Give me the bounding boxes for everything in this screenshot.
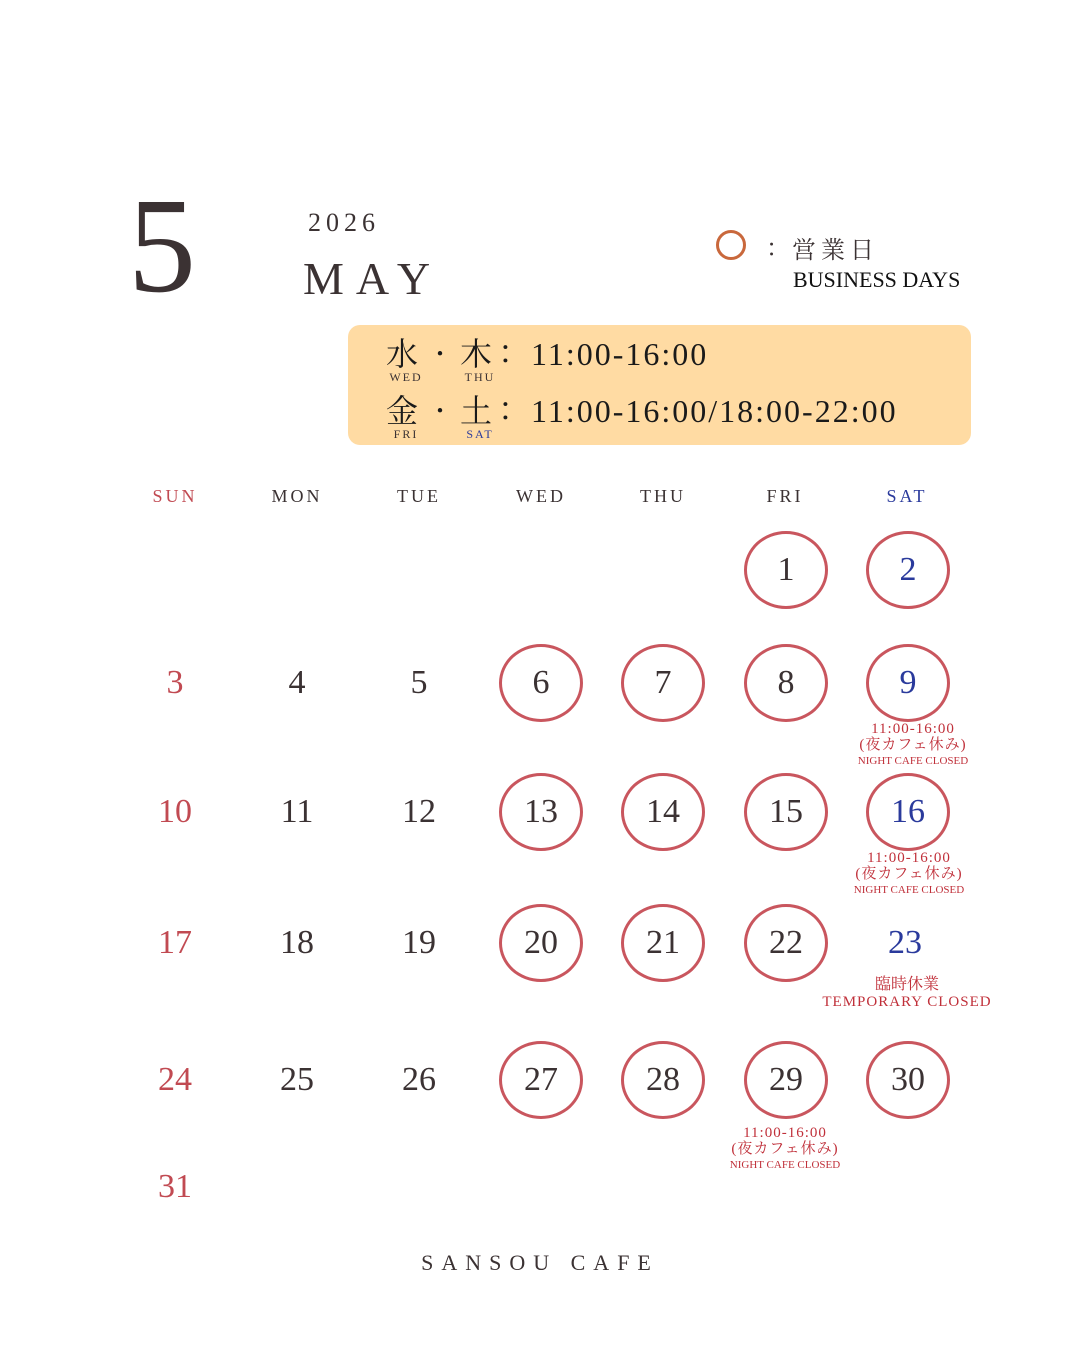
year-label: 2026 <box>308 208 380 237</box>
weekday-wed: WED <box>516 486 566 506</box>
calendar-day-25: 25 <box>280 1061 314 1098</box>
hours-row2-day2-en: SAT <box>466 427 494 441</box>
calendar-day-29: 29 <box>741 1035 831 1125</box>
hours-row2-time: 11:00-16:00/18:00-22:00 <box>531 393 898 429</box>
calendar-day-18: 18 <box>280 924 314 961</box>
hours-row1-day2-en: THU <box>464 370 496 384</box>
calendar-day-1: 1 <box>741 525 831 615</box>
legend-label-jp: 営業日 <box>792 238 879 264</box>
calendar-day-14: 14 <box>618 767 708 857</box>
calendar-day-13: 13 <box>496 767 586 857</box>
calendar-day-24: 24 <box>158 1061 192 1098</box>
calendar-day-12: 12 <box>402 793 436 830</box>
hours-row1-day1-en: WED <box>389 370 423 384</box>
legend-label-en: BUSINESS DAYS <box>793 267 961 292</box>
legend-colon: ： <box>766 236 790 262</box>
hours-row1-colon: ： <box>498 334 531 370</box>
calendar-day-8: 8 <box>741 638 831 728</box>
business-day-circle-icon <box>716 230 746 260</box>
calendar-day-30: 30 <box>863 1035 953 1125</box>
hours-row2-day2: 土 <box>460 393 493 429</box>
calendar-day-21: 21 <box>618 898 708 988</box>
calendar-day-17: 17 <box>158 924 192 961</box>
calendar-day-7: 7 <box>618 638 708 728</box>
calendar-day-11: 11 <box>280 793 314 830</box>
calendar-day-23: 23 <box>888 924 922 961</box>
hours-row2-colon: ： <box>498 391 531 427</box>
calendar-day-28: 28 <box>618 1035 708 1125</box>
calendar-day-31: 31 <box>158 1168 192 1205</box>
cafe-name-footer: SANSOU CAFE <box>421 1250 659 1275</box>
calendar-day-2: 2 <box>863 525 953 615</box>
calendar-day-6: 6 <box>496 638 586 728</box>
calendar-day-26: 26 <box>402 1061 436 1098</box>
calendar-day-9: 9 <box>863 638 953 728</box>
calendar-day-10: 10 <box>158 793 192 830</box>
hours-row1-sep: ・ <box>428 342 452 368</box>
weekday-mon: MON <box>271 486 323 506</box>
month-name: MAY <box>303 253 443 304</box>
weekday-tue: TUE <box>397 486 441 506</box>
weekday-thu: THU <box>640 486 686 506</box>
opening-hours-box <box>348 325 971 445</box>
weekday-sat: SAT <box>886 486 928 506</box>
calendar-day-22: 22 <box>741 898 831 988</box>
hours-row2-day1: 金 <box>386 393 419 429</box>
hours-row2-sep: ・ <box>428 399 452 425</box>
hours-row1-day2: 木 <box>460 336 493 372</box>
calendar-day-4: 4 <box>288 664 306 701</box>
month-number: 5 <box>128 171 196 321</box>
weekday-fri: FRI <box>766 486 804 506</box>
calendar-day-27: 27 <box>496 1035 586 1125</box>
night-closed-note-29: 11:00-16:00 (夜カフェ休み) NIGHT CAFE CLOSED <box>729 1125 841 1171</box>
calendar-day-20: 20 <box>496 898 586 988</box>
calendar-day-5: 5 <box>410 664 428 701</box>
weekday-sun: SUN <box>152 486 198 506</box>
calendar-day-19: 19 <box>402 924 436 961</box>
hours-row1-time: 11:00-16:00 <box>531 336 709 372</box>
temporary-closed-note-23: 臨時休業 TEMPORARY CLOSED <box>822 976 992 1010</box>
hours-row2-day1-en: FRI <box>393 427 419 441</box>
night-closed-note-16: 11:00-16:00 (夜カフェ休み) NIGHT CAFE CLOSED <box>853 850 965 896</box>
calendar-day-16: 16 <box>863 767 953 857</box>
calendar-day-3: 3 <box>166 664 184 701</box>
night-closed-note-9: 11:00-16:00 (夜カフェ休み) NIGHT CAFE CLOSED <box>857 721 969 767</box>
hours-row1-day1: 水 <box>386 336 419 372</box>
calendar-day-15: 15 <box>741 767 831 857</box>
